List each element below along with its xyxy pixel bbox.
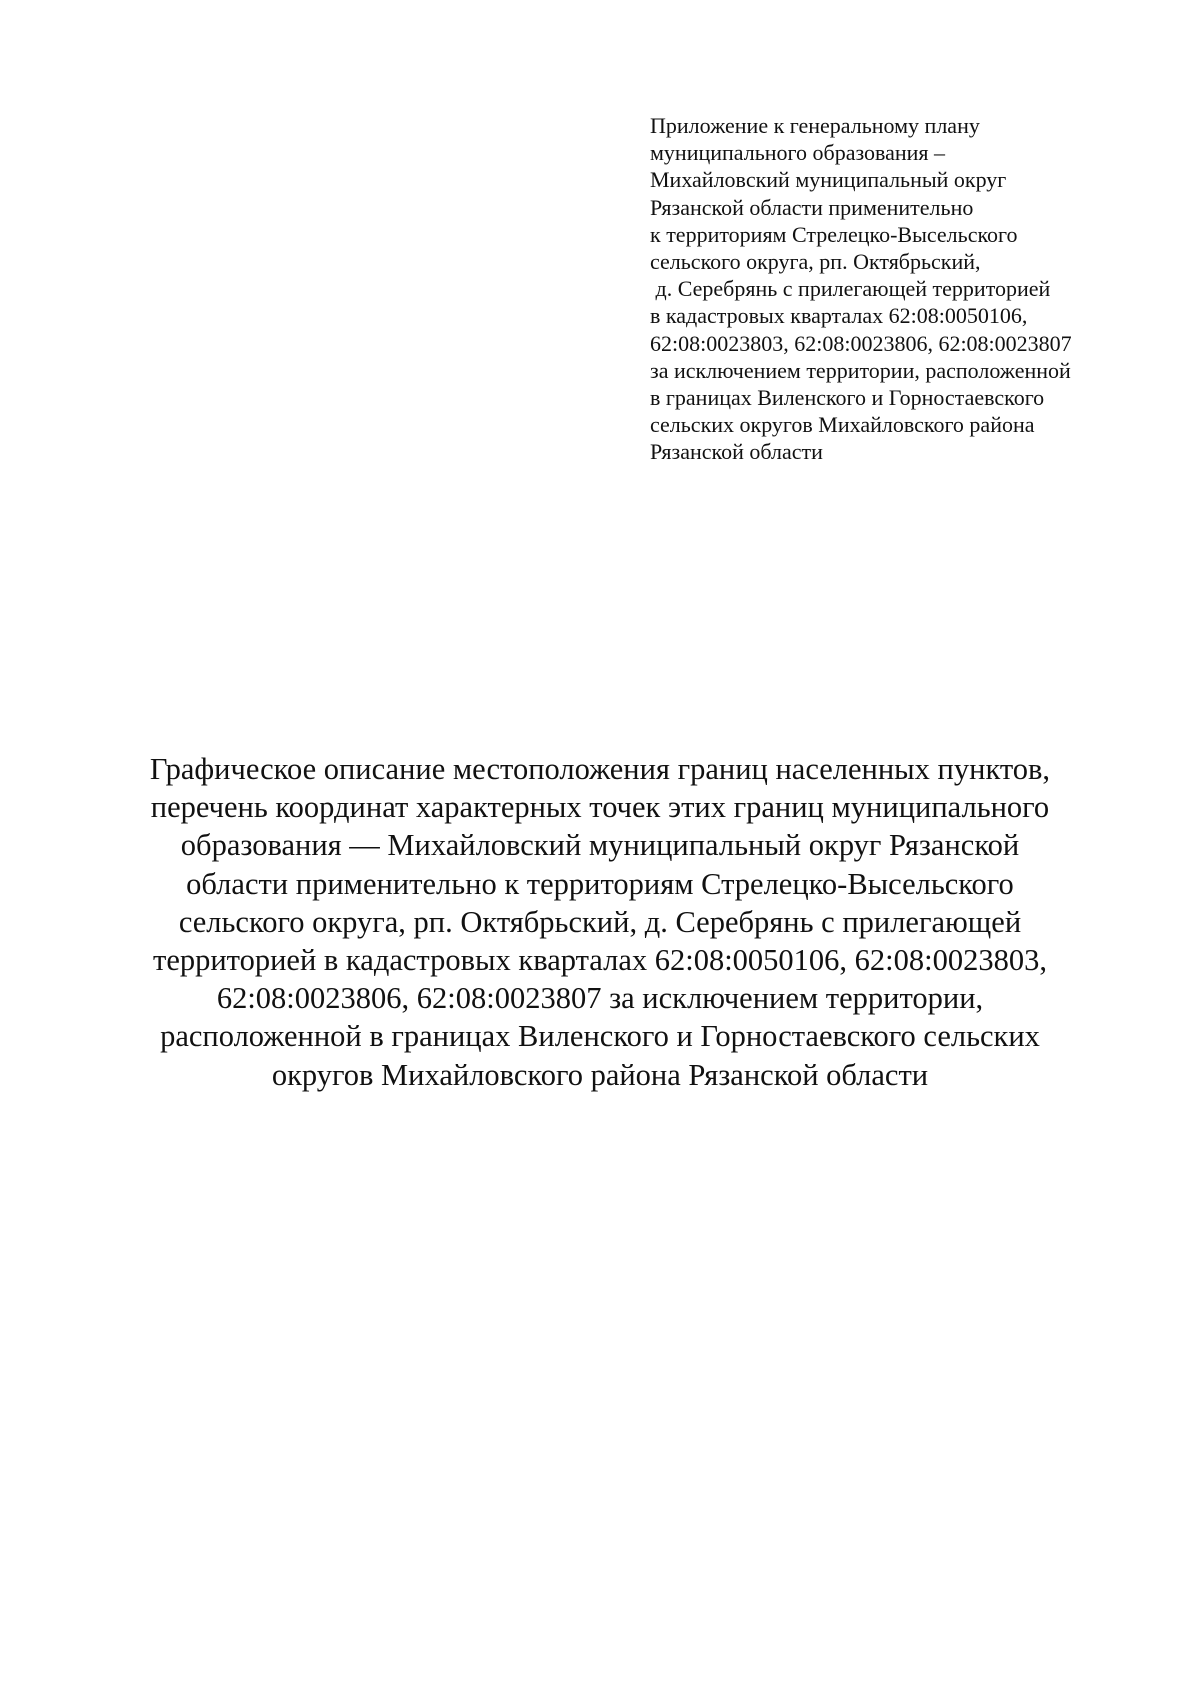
document-title-line: 62:08:0023806, 62:08:0023807 за исключением территории, bbox=[216, 981, 984, 1016]
document-title-line: образования — Михайловский муниципальный округ Рязанской bbox=[180, 828, 1020, 863]
document-title-line: области применительно к территориям Стрелецко-Высельского bbox=[186, 866, 1014, 901]
appendix-note-line: муниципального образования – bbox=[650, 140, 946, 166]
appendix-note-line: сельского округа, рп. Октябрьский, bbox=[650, 249, 981, 275]
appendix-note-line: Михайловский муниципальный округ bbox=[650, 167, 1007, 193]
document-title-line: округов Михайловского района Рязанской области bbox=[271, 1057, 929, 1092]
appendix-note-line: 62:08:0023803, 62:08:0023806, 62:08:0023807 bbox=[650, 330, 1072, 356]
document-title-line: расположенной в границах Виленского и Горностаевского сельских bbox=[160, 1019, 1040, 1054]
appendix-note-line: за исключением территории, расположенной bbox=[650, 357, 1071, 383]
document-title bbox=[100, 750, 1100, 1094]
appendix-note-line: Рязанской области применительно bbox=[650, 194, 974, 220]
appendix-note-line: в кадастровых кварталах 62:08:0050106, bbox=[650, 303, 1028, 329]
appendix-note-line: сельских округов Михайловского района bbox=[650, 412, 1035, 438]
document-title-line: Графическое описание местоположения границ населенных пунктов, bbox=[149, 752, 1051, 786]
appendix-note bbox=[650, 112, 1170, 466]
document-title-line: территорией в кадастровых кварталах 62:08:0050106, 62:08:0023803, bbox=[152, 943, 1048, 978]
document-title-line: перечень координат характерных точек этих границ муниципального bbox=[150, 790, 1050, 825]
appendix-note-line: к территориям Стрелецко-Высельского bbox=[650, 221, 1018, 247]
appendix-note-line: в границах Виленского и Горностаевского bbox=[650, 385, 1045, 411]
appendix-note-line: д. Серебрянь с прилегающей территорией bbox=[650, 276, 1051, 302]
appendix-note-line: Рязанской области bbox=[650, 439, 823, 465]
document-title-line: сельского округа, рп. Октябрьский, д. Серебрянь с прилегающей bbox=[178, 904, 1022, 939]
appendix-note-line: Приложение к генеральному плану bbox=[650, 113, 980, 138]
